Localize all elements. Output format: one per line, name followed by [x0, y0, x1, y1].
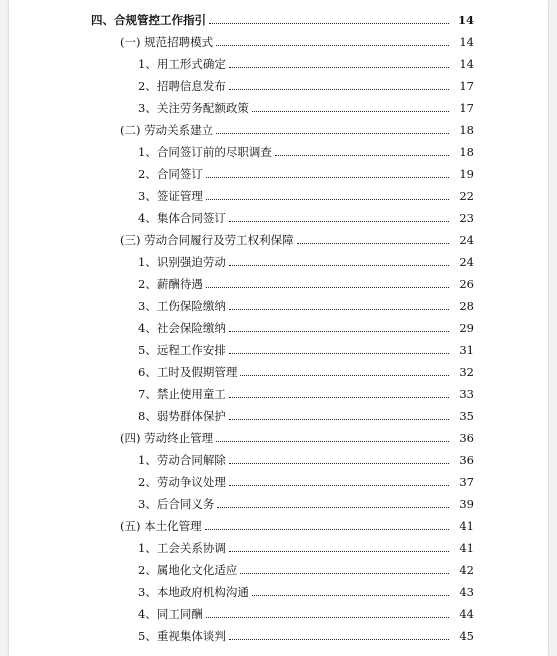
toc-dot-leader — [229, 551, 449, 552]
toc-dot-leader — [229, 639, 449, 640]
toc-page-number: 36 — [459, 431, 474, 445]
toc-subsection-entry[interactable] — [9, 51, 548, 73]
toc-section-entry[interactable] — [9, 117, 548, 139]
toc-subsection-entry[interactable] — [9, 381, 548, 403]
toc-dot-leader — [206, 617, 449, 618]
toc-subsection-entry[interactable] — [9, 73, 548, 95]
toc-entry-title: (四) 劳动终止管理 — [120, 431, 214, 445]
toc-entry-title: 四、合规管控工作指引 — [91, 13, 206, 27]
toc-entry-title: 1、用工形式确定 — [138, 57, 226, 71]
toc-page-number: 43 — [459, 585, 474, 599]
toc-entry-title: 3、后合同义务 — [138, 497, 215, 511]
toc-dot-leader — [252, 111, 449, 112]
toc-page-number: 24 — [459, 255, 474, 269]
toc-page-number: 35 — [459, 409, 474, 423]
toc-dot-leader — [216, 441, 449, 442]
toc-entry-title: 2、薪酬待遇 — [138, 277, 203, 291]
toc-subsection-entry[interactable] — [9, 403, 548, 425]
toc-dot-leader — [275, 155, 449, 156]
toc-section-entry[interactable] — [9, 425, 548, 447]
toc-entry-title: 3、工伤保险缴纳 — [138, 299, 226, 313]
toc-subsection-entry[interactable] — [9, 271, 548, 293]
toc-entry-title: 5、远程工作安排 — [138, 343, 226, 357]
toc-entry-title: 6、工时及假期管理 — [138, 365, 238, 379]
toc-entry-title: (五) 本土化管理 — [120, 519, 202, 533]
toc-page-number: 45 — [459, 629, 474, 643]
toc-dot-leader — [229, 397, 449, 398]
toc-entry-title: 1、工会关系协调 — [138, 541, 226, 555]
toc-dot-leader — [229, 353, 449, 354]
toc-entry-title: 3、签证管理 — [138, 189, 203, 203]
toc-dot-leader — [240, 375, 449, 376]
toc-page-number: 19 — [459, 167, 474, 181]
toc-subsection-entry[interactable] — [9, 579, 548, 601]
toc-subsection-entry[interactable] — [9, 249, 548, 271]
toc-entry-title: 4、集体合同签订 — [138, 211, 226, 225]
toc-entry-title: 1、识别强迫劳动 — [138, 255, 226, 269]
toc-entry-title: 2、合同签订 — [138, 167, 203, 181]
toc-entry-title: 8、弱势群体保护 — [138, 409, 226, 423]
toc-entry-title: 5、重视集体谈判 — [138, 629, 226, 643]
toc-entry-title: 2、属地化文化适应 — [138, 563, 238, 577]
toc-subsection-entry[interactable] — [9, 205, 548, 227]
table-of-contents — [9, 7, 548, 645]
toc-subsection-entry[interactable] — [9, 535, 548, 557]
toc-subsection-entry[interactable] — [9, 491, 548, 513]
toc-page-number: 39 — [459, 497, 474, 511]
toc-entry-title: 4、同工同酬 — [138, 607, 203, 621]
toc-dot-leader — [229, 309, 449, 310]
toc-dot-leader — [252, 595, 449, 596]
toc-dot-leader — [206, 287, 449, 288]
toc-subsection-entry[interactable] — [9, 359, 548, 381]
toc-dot-leader — [229, 67, 449, 68]
toc-page-number: 29 — [459, 321, 474, 335]
toc-page-number: 32 — [459, 365, 474, 379]
toc-subsection-entry[interactable] — [9, 601, 548, 623]
toc-page-number: 17 — [459, 101, 474, 115]
document-page — [9, 0, 548, 656]
toc-page-number: 18 — [459, 145, 474, 159]
toc-dot-leader — [216, 45, 449, 46]
toc-dot-leader — [206, 199, 449, 200]
toc-entry-title: 7、禁止使用童工 — [138, 387, 226, 401]
toc-entry-title: (三) 劳动合同履行及劳工权利保障 — [120, 233, 294, 247]
toc-subsection-entry[interactable] — [9, 293, 548, 315]
toc-dot-leader — [229, 463, 449, 464]
toc-page-number: 26 — [459, 277, 474, 291]
toc-page-number: 24 — [459, 233, 474, 247]
toc-entry-title: 3、本地政府机构沟通 — [138, 585, 249, 599]
toc-entry-title: (一) 规范招聘模式 — [120, 35, 214, 49]
toc-section-entry[interactable] — [9, 29, 548, 51]
toc-page-number: 14 — [459, 57, 474, 71]
toc-subsection-entry[interactable] — [9, 623, 548, 645]
toc-page-number: 41 — [459, 519, 474, 533]
toc-dot-leader — [229, 89, 449, 90]
toc-page-number: 18 — [459, 123, 474, 137]
toc-entry-title: 2、劳动争议处理 — [138, 475, 226, 489]
toc-page-number: 31 — [459, 343, 474, 357]
toc-entry-title: (二) 劳动关系建立 — [120, 123, 214, 137]
toc-page-number: 36 — [459, 453, 474, 467]
toc-entry-title: 1、合同签订前的尽职调查 — [138, 145, 272, 159]
toc-dot-leader — [240, 573, 449, 574]
toc-subsection-entry[interactable] — [9, 337, 548, 359]
toc-page-number: 22 — [459, 189, 474, 203]
toc-dot-leader — [206, 177, 449, 178]
toc-dot-leader — [216, 133, 449, 134]
toc-dot-leader — [229, 485, 449, 486]
toc-entry-title: 3、关注劳务配额政策 — [138, 101, 249, 115]
toc-subsection-entry[interactable] — [9, 447, 548, 469]
toc-dot-leader — [229, 419, 449, 420]
toc-subsection-entry[interactable] — [9, 139, 548, 161]
toc-chapter-entry[interactable] — [9, 7, 548, 29]
toc-page-number: 33 — [459, 387, 474, 401]
toc-page-number: 14 — [459, 35, 474, 49]
toc-dot-leader — [229, 221, 449, 222]
toc-page-number: 42 — [459, 563, 474, 577]
toc-dot-leader — [209, 23, 449, 24]
toc-page-number: 17 — [459, 79, 474, 93]
toc-dot-leader — [297, 243, 449, 244]
toc-subsection-entry[interactable] — [9, 557, 548, 579]
toc-dot-leader — [229, 331, 449, 332]
toc-page-number: 44 — [459, 607, 474, 621]
toc-subsection-entry[interactable] — [9, 183, 548, 205]
toc-entry-title: 1、劳动合同解除 — [138, 453, 226, 467]
toc-subsection-entry[interactable] — [9, 469, 548, 491]
toc-page-number: 37 — [459, 475, 474, 489]
toc-subsection-entry[interactable] — [9, 161, 548, 183]
toc-section-entry[interactable] — [9, 227, 548, 249]
toc-section-entry[interactable] — [9, 513, 548, 535]
toc-page-number: 28 — [459, 299, 474, 313]
toc-dot-leader — [217, 507, 449, 508]
toc-entry-title: 2、招聘信息发布 — [138, 79, 226, 93]
toc-page-number: 23 — [459, 211, 474, 225]
toc-subsection-entry[interactable] — [9, 95, 548, 117]
toc-entry-title: 4、社会保险缴纳 — [138, 321, 226, 335]
toc-page-number: 14 — [457, 13, 474, 27]
toc-page-number: 41 — [459, 541, 474, 555]
toc-subsection-entry[interactable] — [9, 315, 548, 337]
toc-dot-leader — [205, 529, 449, 530]
toc-dot-leader — [229, 265, 449, 266]
